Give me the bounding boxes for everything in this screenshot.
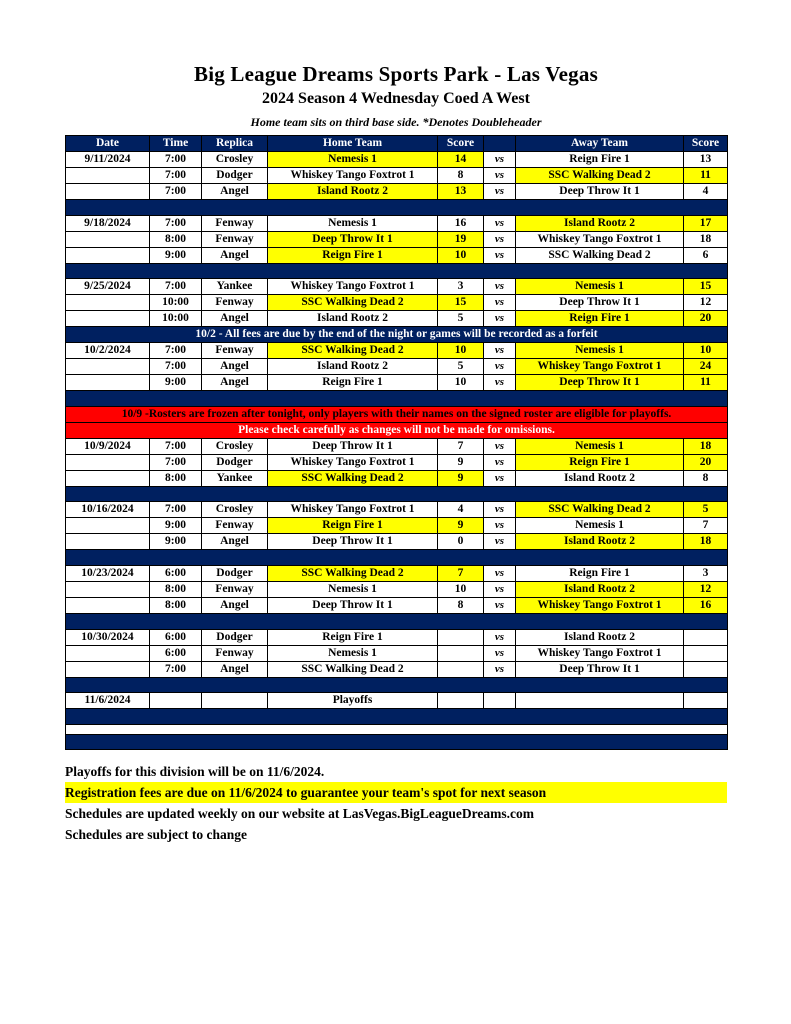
away-team-cell: Reign Fire 1 xyxy=(516,152,684,168)
date-cell: 10/23/2024 xyxy=(66,565,150,581)
vs-cell: vs xyxy=(484,581,516,597)
away-team-cell: Island Rootz 2 xyxy=(516,629,684,645)
home-score-cell xyxy=(438,661,484,677)
game-row xyxy=(66,438,728,454)
separator-bar xyxy=(66,709,728,725)
away-score-cell: 6 xyxy=(684,247,728,263)
home-team-cell: Reign Fire 1 xyxy=(268,375,438,391)
vs-cell: vs xyxy=(484,597,516,613)
away-score-cell: 24 xyxy=(684,359,728,375)
date-cell xyxy=(66,534,150,550)
away-team-cell: Reign Fire 1 xyxy=(516,454,684,470)
home-team-cell: Reign Fire 1 xyxy=(268,518,438,534)
separator-row xyxy=(66,709,728,725)
vs-cell: vs xyxy=(484,295,516,311)
home-team-note: Home team sits on third base side. *Denotes Doubleheader xyxy=(250,115,542,129)
date-cell xyxy=(66,247,150,263)
replica-cell: Angel xyxy=(202,359,268,375)
vs-cell: vs xyxy=(484,184,516,200)
date-cell xyxy=(66,168,150,184)
date-cell xyxy=(66,518,150,534)
footer-registration-note: Registration fees are due on 11/6/2024 to guarantee your team's spot for next season xyxy=(65,782,727,803)
game-row xyxy=(66,215,728,231)
home-team-cell: Deep Throw It 1 xyxy=(268,534,438,550)
date-cell xyxy=(66,375,150,391)
game-row xyxy=(66,359,728,375)
separator-row xyxy=(66,486,728,502)
home-team-cell: Deep Throw It 1 xyxy=(268,438,438,454)
home-score-cell: 7 xyxy=(438,565,484,581)
separator-bar xyxy=(66,613,728,629)
time-cell: 7:00 xyxy=(150,152,202,168)
away-team-cell: Whiskey Tango Foxtrot 1 xyxy=(516,597,684,613)
away-score-cell: 20 xyxy=(684,454,728,470)
date-cell xyxy=(66,597,150,613)
replica-cell: Fenway xyxy=(202,343,268,359)
vs-cell: vs xyxy=(484,168,516,184)
home-team-cell: Whiskey Tango Foxtrot 1 xyxy=(268,279,438,295)
date-cell: 9/25/2024 xyxy=(66,279,150,295)
game-row xyxy=(66,597,728,613)
footer-playoffs-note: Playoffs for this division will be on 11/6/2024. xyxy=(65,764,325,780)
column-header-time: Time xyxy=(150,136,202,152)
home-score-cell: 8 xyxy=(438,597,484,613)
game-row xyxy=(66,247,728,263)
time-cell: 7:00 xyxy=(150,502,202,518)
replica-cell: Dodger xyxy=(202,629,268,645)
time-cell: 7:00 xyxy=(150,343,202,359)
away-score-cell: 5 xyxy=(684,502,728,518)
home-team-cell: SSC Walking Dead 2 xyxy=(268,343,438,359)
away-team-cell: Whiskey Tango Foxtrot 1 xyxy=(516,359,684,375)
home-team-cell: Island Rootz 2 xyxy=(268,359,438,375)
home-score-cell: 5 xyxy=(438,311,484,327)
replica-cell: Angel xyxy=(202,375,268,391)
footer-notes xyxy=(65,761,727,845)
game-row xyxy=(66,343,728,359)
time-cell: 8:00 xyxy=(150,231,202,247)
replica-cell: Crosley xyxy=(202,502,268,518)
column-header-replica: Replica xyxy=(202,136,268,152)
away-score-cell: 15 xyxy=(684,279,728,295)
vs-cell: vs xyxy=(484,311,516,327)
playoffs-label-cell: Playoffs xyxy=(268,693,438,709)
separator-row xyxy=(66,677,728,693)
home-team-cell: Island Rootz 2 xyxy=(268,311,438,327)
column-header-away-score: Score xyxy=(684,136,728,152)
notice-text: 10/9 -Rosters are frozen after tonight, only players with their names on the signed roster are eligible for playoffs. xyxy=(66,406,728,422)
game-row xyxy=(66,565,728,581)
vs-cell: vs xyxy=(484,661,516,677)
away-score-cell: 18 xyxy=(684,438,728,454)
game-row xyxy=(66,375,728,391)
time-cell: 6:00 xyxy=(150,565,202,581)
game-row xyxy=(66,661,728,677)
separator-row xyxy=(66,613,728,629)
column-header-away-team: Away Team xyxy=(516,136,684,152)
away-team-cell: Reign Fire 1 xyxy=(516,311,684,327)
date-cell xyxy=(66,359,150,375)
home-score-cell: 15 xyxy=(438,295,484,311)
home-team-cell: Island Rootz 2 xyxy=(268,184,438,200)
home-team-cell: Nemesis 1 xyxy=(268,152,438,168)
time-cell: 6:00 xyxy=(150,645,202,661)
separator-bar xyxy=(66,200,728,216)
away-score-cell: 10 xyxy=(684,343,728,359)
replica-cell: Angel xyxy=(202,311,268,327)
home-score-cell: 9 xyxy=(438,470,484,486)
separator-bar xyxy=(66,391,728,407)
replica-cell: Dodger xyxy=(202,565,268,581)
separator-bar xyxy=(66,734,728,750)
home-team-cell: Deep Throw It 1 xyxy=(268,597,438,613)
home-score-cell: 10 xyxy=(438,247,484,263)
replica-cell: Crosley xyxy=(202,152,268,168)
vs-cell: vs xyxy=(484,438,516,454)
separator-row xyxy=(66,263,728,279)
date-cell xyxy=(66,581,150,597)
date-cell xyxy=(66,470,150,486)
vs-cell: vs xyxy=(484,279,516,295)
away-score-cell: 3 xyxy=(684,565,728,581)
away-score-cell: 12 xyxy=(684,295,728,311)
column-header-home-team: Home Team xyxy=(268,136,438,152)
home-team-cell: Whiskey Tango Foxtrot 1 xyxy=(268,502,438,518)
away-score-cell: 17 xyxy=(684,215,728,231)
time-cell: 7:00 xyxy=(150,359,202,375)
vs-cell: vs xyxy=(484,502,516,518)
time-cell: 7:00 xyxy=(150,184,202,200)
away-team-cell: SSC Walking Dead 2 xyxy=(516,168,684,184)
home-score-cell xyxy=(438,645,484,661)
home-team-cell: Whiskey Tango Foxtrot 1 xyxy=(268,168,438,184)
away-team-cell: Deep Throw It 1 xyxy=(516,295,684,311)
game-row xyxy=(66,152,728,168)
away-team-cell: Reign Fire 1 xyxy=(516,565,684,581)
vs-cell: vs xyxy=(484,470,516,486)
time-cell: 9:00 xyxy=(150,247,202,263)
away-score-cell xyxy=(684,645,728,661)
time-cell: 6:00 xyxy=(150,629,202,645)
schedule-table xyxy=(65,135,728,750)
home-team-cell: Reign Fire 1 xyxy=(268,629,438,645)
notice-text: Please check carefully as changes will not be made for omissions. xyxy=(66,422,728,438)
away-score-cell: 8 xyxy=(684,470,728,486)
gap-row xyxy=(66,724,728,734)
date-cell: 9/11/2024 xyxy=(66,152,150,168)
footer-subject-to-change-note: Schedules are subject to change xyxy=(65,827,247,843)
replica-cell: Yankee xyxy=(202,279,268,295)
notice-text: 10/2 - All fees are due by the end of the night or games will be recorded as a forfeit xyxy=(66,327,728,343)
home-score-cell: 8 xyxy=(438,168,484,184)
home-score-cell: 10 xyxy=(438,375,484,391)
away-score-cell: 13 xyxy=(684,152,728,168)
time-cell: 9:00 xyxy=(150,375,202,391)
away-team-cell: SSC Walking Dead 2 xyxy=(516,247,684,263)
vs-cell: vs xyxy=(484,359,516,375)
away-score-cell xyxy=(684,661,728,677)
home-team-cell: SSC Walking Dead 2 xyxy=(268,661,438,677)
separator-row xyxy=(66,550,728,566)
time-cell: 7:00 xyxy=(150,661,202,677)
page-title: Big League Dreams Sports Park - Las Vegas xyxy=(194,62,598,86)
vs-cell: vs xyxy=(484,518,516,534)
away-team-cell: Whiskey Tango Foxtrot 1 xyxy=(516,231,684,247)
time-cell: 9:00 xyxy=(150,534,202,550)
time-cell: 7:00 xyxy=(150,279,202,295)
away-score-cell: 12 xyxy=(684,581,728,597)
replica-cell: Crosley xyxy=(202,438,268,454)
separator-row xyxy=(66,391,728,407)
away-team-cell: Island Rootz 2 xyxy=(516,581,684,597)
away-team-cell: Island Rootz 2 xyxy=(516,534,684,550)
replica-cell: Fenway xyxy=(202,295,268,311)
away-team-cell: Island Rootz 2 xyxy=(516,470,684,486)
home-team-cell: Reign Fire 1 xyxy=(268,247,438,263)
vs-cell: vs xyxy=(484,231,516,247)
game-row xyxy=(66,454,728,470)
vs-cell: vs xyxy=(484,215,516,231)
away-score-cell: 18 xyxy=(684,231,728,247)
season-subtitle: 2024 Season 4 Wednesday Coed A West xyxy=(262,90,530,107)
date-cell xyxy=(66,295,150,311)
home-score-cell: 9 xyxy=(438,454,484,470)
column-header-date: Date xyxy=(66,136,150,152)
replica-cell: Fenway xyxy=(202,231,268,247)
replica-cell: Angel xyxy=(202,534,268,550)
home-team-cell: Deep Throw It 1 xyxy=(268,231,438,247)
home-team-cell: SSC Walking Dead 2 xyxy=(268,295,438,311)
game-row xyxy=(66,168,728,184)
replica-cell: Angel xyxy=(202,247,268,263)
separator-bar xyxy=(66,677,728,693)
time-cell: 10:00 xyxy=(150,295,202,311)
game-row xyxy=(66,311,728,327)
home-team-cell: Nemesis 1 xyxy=(268,215,438,231)
away-team-cell: SSC Walking Dead 2 xyxy=(516,502,684,518)
date-cell: 10/16/2024 xyxy=(66,502,150,518)
home-score-cell: 4 xyxy=(438,502,484,518)
home-team-cell: SSC Walking Dead 2 xyxy=(268,470,438,486)
vs-cell: vs xyxy=(484,454,516,470)
away-score-cell xyxy=(684,693,728,709)
away-score-cell: 4 xyxy=(684,184,728,200)
time-cell: 8:00 xyxy=(150,597,202,613)
away-team-cell: Island Rootz 2 xyxy=(516,215,684,231)
date-cell: 11/6/2024 xyxy=(66,693,150,709)
away-team-cell xyxy=(516,693,684,709)
footer-website-note: Schedules are updated weekly on our website at LasVegas.BigLeagueDreams.com xyxy=(65,806,535,822)
vs-cell xyxy=(484,693,516,709)
away-score-cell: 11 xyxy=(684,375,728,391)
replica-cell: Angel xyxy=(202,184,268,200)
header-row xyxy=(66,136,728,152)
separator-row xyxy=(66,734,728,750)
date-cell xyxy=(66,661,150,677)
home-score-cell: 13 xyxy=(438,184,484,200)
date-cell: 9/18/2024 xyxy=(66,215,150,231)
time-cell: 9:00 xyxy=(150,518,202,534)
time-cell: 7:00 xyxy=(150,454,202,470)
replica-cell: Angel xyxy=(202,661,268,677)
away-team-cell: Nemesis 1 xyxy=(516,343,684,359)
away-score-cell: 20 xyxy=(684,311,728,327)
time-cell: 7:00 xyxy=(150,215,202,231)
game-row xyxy=(66,279,728,295)
home-score-cell: 7 xyxy=(438,438,484,454)
vs-cell: vs xyxy=(484,152,516,168)
away-score-cell: 7 xyxy=(684,518,728,534)
vs-cell: vs xyxy=(484,247,516,263)
game-row xyxy=(66,518,728,534)
gap-space xyxy=(66,724,728,734)
replica-cell: Dodger xyxy=(202,454,268,470)
vs-cell: vs xyxy=(484,375,516,391)
notice-row xyxy=(66,327,728,343)
date-cell xyxy=(66,231,150,247)
game-row xyxy=(66,295,728,311)
away-score-cell: 18 xyxy=(684,534,728,550)
home-score-cell: 19 xyxy=(438,231,484,247)
column-header-vs xyxy=(484,136,516,152)
away-team-cell: Whiskey Tango Foxtrot 1 xyxy=(516,645,684,661)
separator-bar xyxy=(66,486,728,502)
column-header-home-score: Score xyxy=(438,136,484,152)
replica-cell: Fenway xyxy=(202,518,268,534)
date-cell: 10/2/2024 xyxy=(66,343,150,359)
time-cell: 8:00 xyxy=(150,470,202,486)
home-score-cell xyxy=(438,629,484,645)
away-score-cell xyxy=(684,629,728,645)
game-row xyxy=(66,231,728,247)
home-score-cell: 5 xyxy=(438,359,484,375)
replica-cell: Dodger xyxy=(202,168,268,184)
game-row xyxy=(66,184,728,200)
playoffs-row xyxy=(66,693,728,709)
notice-row xyxy=(66,422,728,438)
time-cell: 7:00 xyxy=(150,168,202,184)
separator-bar xyxy=(66,263,728,279)
time-cell: 8:00 xyxy=(150,581,202,597)
home-score-cell: 10 xyxy=(438,581,484,597)
date-cell: 10/30/2024 xyxy=(66,629,150,645)
schedule-body xyxy=(66,152,728,750)
date-cell xyxy=(66,454,150,470)
vs-cell: vs xyxy=(484,343,516,359)
separator-row xyxy=(66,200,728,216)
home-score-cell: 10 xyxy=(438,343,484,359)
away-team-cell: Nemesis 1 xyxy=(516,438,684,454)
home-score-cell: 14 xyxy=(438,152,484,168)
home-team-cell: SSC Walking Dead 2 xyxy=(268,565,438,581)
replica-cell: Fenway xyxy=(202,581,268,597)
replica-cell: Yankee xyxy=(202,470,268,486)
away-team-cell: Nemesis 1 xyxy=(516,518,684,534)
home-team-cell: Nemesis 1 xyxy=(268,645,438,661)
date-cell: 10/9/2024 xyxy=(66,438,150,454)
game-row xyxy=(66,534,728,550)
replica-cell: Angel xyxy=(202,597,268,613)
home-team-cell: Whiskey Tango Foxtrot 1 xyxy=(268,454,438,470)
game-row xyxy=(66,629,728,645)
home-score-cell xyxy=(438,693,484,709)
notice-row xyxy=(66,406,728,422)
game-row xyxy=(66,645,728,661)
home-score-cell: 3 xyxy=(438,279,484,295)
time-cell xyxy=(150,693,202,709)
date-cell xyxy=(66,645,150,661)
game-row xyxy=(66,470,728,486)
vs-cell: vs xyxy=(484,534,516,550)
separator-bar xyxy=(66,550,728,566)
game-row xyxy=(66,581,728,597)
away-team-cell: Nemesis 1 xyxy=(516,279,684,295)
date-cell xyxy=(66,184,150,200)
away-team-cell: Deep Throw It 1 xyxy=(516,661,684,677)
replica-cell xyxy=(202,693,268,709)
away-team-cell: Deep Throw It 1 xyxy=(516,184,684,200)
home-score-cell: 9 xyxy=(438,518,484,534)
date-cell xyxy=(66,311,150,327)
away-score-cell: 11 xyxy=(684,168,728,184)
vs-cell: vs xyxy=(484,629,516,645)
replica-cell: Fenway xyxy=(202,215,268,231)
vs-cell: vs xyxy=(484,565,516,581)
away-team-cell: Deep Throw It 1 xyxy=(516,375,684,391)
home-score-cell: 16 xyxy=(438,215,484,231)
time-cell: 7:00 xyxy=(150,438,202,454)
home-team-cell: Nemesis 1 xyxy=(268,581,438,597)
home-score-cell: 0 xyxy=(438,534,484,550)
time-cell: 10:00 xyxy=(150,311,202,327)
replica-cell: Fenway xyxy=(202,645,268,661)
game-row xyxy=(66,502,728,518)
away-score-cell: 16 xyxy=(684,597,728,613)
vs-cell: vs xyxy=(484,645,516,661)
